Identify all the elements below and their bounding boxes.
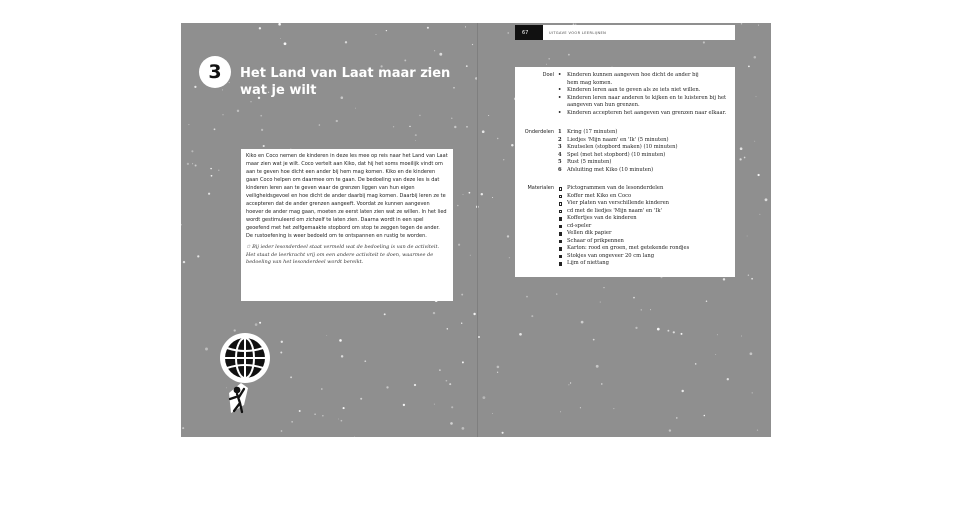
star-dot <box>570 382 571 383</box>
filled-checkbox-icon <box>559 262 563 266</box>
list-item-text: Knutselen (stopbord maken) (10 minuten) <box>567 144 678 150</box>
star-dot <box>188 124 189 125</box>
star-dot <box>681 390 683 392</box>
star-dot <box>676 417 678 419</box>
star-dot <box>704 415 706 417</box>
list-item <box>558 245 730 253</box>
star-dot <box>427 27 429 29</box>
star-dot <box>463 194 464 195</box>
chapter-title-line-1: Het Land van Laat maar zien <box>240 66 451 81</box>
star-dot <box>376 34 377 35</box>
star-dot <box>222 114 223 115</box>
filled-checkbox-icon <box>559 240 563 244</box>
star-dot <box>614 408 615 409</box>
list-item <box>558 87 730 95</box>
star-dot <box>596 365 599 368</box>
star-dot <box>433 312 435 314</box>
star-dot <box>667 330 669 332</box>
star-dot <box>593 339 595 341</box>
star-dot <box>261 129 263 131</box>
list-item <box>558 223 730 231</box>
star-dot <box>757 430 758 431</box>
list-item-text: Stokjes van ongeveer 20 cm lang <box>567 252 655 259</box>
section-label: Materialen <box>527 185 554 191</box>
empty-checkbox-icon <box>559 202 563 206</box>
bullet-marker: • <box>558 109 562 116</box>
list-item-text: Pictogrammen van de lesonderdelen <box>567 185 664 191</box>
star-dot <box>465 26 466 27</box>
star-dot <box>291 421 292 422</box>
star-dot <box>314 413 315 414</box>
star-dot <box>355 108 356 109</box>
intro-paragraph: Kiko en Coco nemen de kinderen in deze les mee op reis naar het Land van Laat maar zien wat je wilt. Coco vertelt aan Kiko, dat hij het soms moeilijk vindt om aan te geven hoe dicht een ander bij hem mag komen. Kiko en de kinderen gaan Coco helpen om daarmee om te gaan. De bedoeling van deze les is dat kinderen leren aan te geven waar de grenzen liggen van hun eigen veiligheidsgevoel en hoe dicht de ander daarbij mag komen. Daarbij leren ze te accepteren dat de ander grenzen aangeeft. Voordat ze kunnen aangeven hoever de ander mag gaan, moeten ze eerst laten zien wat ze willen. In het lied wordt gestimuleerd om zichzelf te laten zien. Daarna wordt in een spel geoefend met het zelfgemaakte stopbord om stop te zeggen tegen de ander. De rustoefening is weer bedoeld om te ontspannen en rustig te worden. <box>246 153 448 239</box>
star-dot <box>343 407 345 409</box>
star-dot <box>765 198 768 201</box>
list-item <box>558 200 730 208</box>
item-number: 4 <box>558 151 562 158</box>
item-number: 1 <box>558 129 562 135</box>
star-dot <box>497 372 498 373</box>
star-dot <box>360 398 362 400</box>
star-dot <box>461 294 463 296</box>
list-item-text: cd-speler <box>567 222 592 229</box>
list-item <box>558 129 730 137</box>
star-dot <box>222 89 223 90</box>
list-item-text: Kring (17 minuten) <box>567 129 618 135</box>
bullet-marker: • <box>558 72 562 78</box>
list-item <box>558 230 730 238</box>
star-dot <box>497 138 498 139</box>
star-dot <box>507 235 509 237</box>
star-dot <box>457 205 459 207</box>
star-dot <box>601 383 602 384</box>
list-item-text: Schaar of prikpennen <box>567 237 624 244</box>
filled-checkbox-icon <box>559 255 563 259</box>
list-item-text: Vellen dik papier <box>567 230 612 236</box>
list-item-text: Rust (5 minuten) <box>567 159 612 165</box>
star-dot <box>717 334 718 335</box>
star-dot <box>451 118 452 119</box>
star-dot <box>750 352 753 355</box>
lesson-overview-box <box>515 67 735 277</box>
star-dot <box>657 328 660 331</box>
star-dot <box>250 101 251 102</box>
star-dot <box>741 336 742 337</box>
star-dot <box>458 244 460 246</box>
list-item <box>558 185 730 193</box>
star-dot <box>503 159 504 160</box>
star-dot <box>752 392 753 393</box>
filled-checkbox-icon <box>559 232 563 236</box>
star-dot <box>492 413 493 414</box>
star-dot <box>404 59 406 61</box>
star-dot <box>748 274 749 275</box>
star-dot <box>695 363 697 365</box>
item-number: 3 <box>558 144 562 150</box>
list-item-text: Kinderen leren naar anderen te kijken en te luisteren bij het aangeven van hun grenzen. <box>567 94 727 108</box>
bullet-marker: • <box>558 87 562 93</box>
empty-checkbox-icon <box>559 187 563 191</box>
empty-checkbox-icon <box>559 195 563 199</box>
star-dot <box>284 42 287 45</box>
list-item-text: Vier platen van verschillende kinderen <box>567 200 669 206</box>
star-dot <box>473 313 475 315</box>
star-dot <box>181 224 182 226</box>
star-dot <box>255 323 258 326</box>
section-list <box>558 72 730 117</box>
empty-checkbox-icon <box>559 210 563 214</box>
section-label: Onderdelen <box>524 129 554 135</box>
list-item <box>558 110 730 118</box>
star-dot <box>192 163 193 164</box>
star-dot <box>319 124 321 126</box>
page-header-bar <box>515 25 735 40</box>
star-dot <box>182 427 184 429</box>
star-dot <box>234 329 236 331</box>
star-dot <box>466 126 468 128</box>
list-item <box>558 72 730 87</box>
star-dot <box>502 432 504 434</box>
star-dot <box>703 41 705 43</box>
star-dot <box>580 407 581 408</box>
star-dot <box>748 66 750 68</box>
list-item <box>558 238 730 246</box>
list-item-text: Liedjes 'Mijn naam' en 'Ik' (5 minuten) <box>567 136 669 143</box>
list-item <box>558 208 730 216</box>
filled-checkbox-icon <box>559 217 563 221</box>
section-label: Doel <box>542 72 554 78</box>
list-item <box>558 137 730 145</box>
star-dot <box>754 56 757 59</box>
page-number: 67 <box>515 25 543 40</box>
star-dot <box>760 214 761 215</box>
star-dot <box>454 126 456 128</box>
list-item-text: Kinderen leren aan te geven als ze iets niet willen. <box>567 87 701 93</box>
running-head: UITGAVE VOOR LEERLIJNEN <box>549 30 607 35</box>
star-dot <box>278 23 281 25</box>
star-dot <box>492 197 493 198</box>
star-dot <box>439 53 442 56</box>
star-dot <box>419 115 421 117</box>
star-dot <box>751 278 753 280</box>
chapter-title <box>240 65 470 99</box>
star-dot <box>739 158 741 160</box>
star-dot <box>229 82 230 83</box>
star-dot <box>259 27 261 29</box>
list-item-text: Spel (met het stopbord) (10 minuten) <box>567 151 666 158</box>
chapter-number-badge: 3 <box>199 56 231 88</box>
star-dot <box>669 429 671 431</box>
star-dot <box>673 331 675 333</box>
bullet-marker: • <box>558 94 562 101</box>
star-dot <box>341 355 343 357</box>
star-dot <box>259 322 261 324</box>
star-dot <box>290 376 292 378</box>
star-dot <box>299 410 301 412</box>
star-dot <box>715 354 716 355</box>
star-dot <box>415 140 416 141</box>
star-dot <box>237 110 239 112</box>
star-dot <box>434 50 435 51</box>
star-dot <box>450 422 453 425</box>
list-item-text: Kinderen kunnen aangeven hoe dicht de ander bij hem mag komen. <box>567 72 699 86</box>
star-dot <box>741 23 742 24</box>
star-dot <box>386 386 388 388</box>
star-dot <box>409 126 410 127</box>
star-dot <box>447 328 448 329</box>
star-dot <box>526 296 528 298</box>
star-dot <box>462 427 465 430</box>
list-item <box>558 152 730 160</box>
list-item-text: Lijm of niettang <box>567 260 609 266</box>
star-dot <box>581 321 584 324</box>
star-dot <box>439 369 441 371</box>
star-dot <box>205 348 208 351</box>
list-item-text: cd met de liedjes 'Mijn naam' en 'Ik' <box>567 207 662 214</box>
list-item <box>558 253 730 261</box>
star-dot <box>482 396 485 399</box>
star-dot <box>747 236 748 237</box>
star-dot <box>488 115 489 116</box>
item-number: 2 <box>558 136 562 143</box>
star-dot <box>214 128 216 130</box>
star-dot <box>345 41 347 43</box>
star-dot <box>339 339 342 342</box>
star-dot <box>218 170 219 171</box>
star-dot <box>509 257 510 258</box>
star-dot <box>197 255 199 257</box>
star-dot <box>281 430 283 432</box>
star-dot <box>641 309 642 310</box>
star-dot <box>210 168 211 169</box>
star-dot <box>191 150 193 152</box>
star-dot <box>449 383 451 385</box>
item-number: 5 <box>558 159 562 165</box>
list-item <box>558 159 730 167</box>
star-dot <box>384 313 386 315</box>
star-dot <box>482 130 485 133</box>
chapter-title-line-2: wat je wilt <box>240 83 317 98</box>
star-dot <box>507 32 508 33</box>
star-dot <box>415 134 417 136</box>
star-dot <box>195 165 197 167</box>
star-dot <box>744 157 746 159</box>
star-dot <box>403 404 405 406</box>
section-list <box>558 185 730 268</box>
filled-checkbox-icon <box>559 247 563 251</box>
star-dot <box>446 380 448 382</box>
list-item <box>558 193 730 201</box>
star-dot <box>322 415 323 416</box>
star-dot <box>556 294 557 295</box>
star-dot <box>706 300 707 301</box>
intro-text-box <box>241 149 453 301</box>
star-dot <box>208 193 210 195</box>
star-dot <box>469 192 471 194</box>
star-dot <box>341 420 343 422</box>
star-dot <box>281 341 283 343</box>
star-dot <box>635 327 637 329</box>
star-dot <box>723 278 725 280</box>
star-dot <box>568 54 570 56</box>
star-dot <box>386 30 387 31</box>
list-item <box>558 167 730 175</box>
star-dot <box>280 38 281 39</box>
star-dot <box>364 360 366 362</box>
star-dot <box>326 335 327 336</box>
star-dot <box>758 25 759 26</box>
star-dot <box>531 315 533 317</box>
star-dot <box>393 126 394 127</box>
list-item <box>558 144 730 152</box>
star-dot <box>461 323 462 324</box>
list-item-text: Koffer met Kiko en Coco <box>567 192 632 199</box>
section-list <box>558 129 730 174</box>
filled-checkbox-icon <box>559 225 563 229</box>
list-item <box>558 260 730 268</box>
star-dot <box>472 44 473 45</box>
star-dot <box>280 352 282 354</box>
list-item-text: Afsluiting met Kiko (10 minuten) <box>567 166 654 173</box>
star-dot <box>338 419 339 420</box>
star-dot <box>740 147 743 150</box>
star-dot <box>263 145 265 147</box>
star-dot <box>183 261 185 263</box>
star-dot <box>187 163 189 165</box>
star-dot <box>633 297 635 299</box>
star-dot <box>511 144 513 146</box>
list-item <box>558 215 730 223</box>
star-dot <box>194 86 196 88</box>
star-dot <box>260 115 262 117</box>
star-dot <box>560 411 561 412</box>
star-dot <box>470 255 471 256</box>
star-dot <box>354 436 355 437</box>
star-dot <box>211 175 213 177</box>
star-dot <box>434 404 435 405</box>
star-dot <box>754 141 755 142</box>
star-dot <box>756 96 757 97</box>
book-spread <box>181 23 771 437</box>
list-item-text: Karton: rood en groen, met getekende rondjes <box>567 245 690 251</box>
star-dot <box>336 120 338 122</box>
star-dot <box>548 58 550 60</box>
star-dot <box>757 174 759 176</box>
page-gutter <box>477 23 478 437</box>
star-dot <box>519 333 522 336</box>
star-dot <box>603 287 604 288</box>
star-dot <box>451 406 453 408</box>
star-dot <box>650 309 651 310</box>
list-item-text: Kinderen accepteren het aangeven van grenzen naar elkaar. <box>567 109 727 116</box>
star-dot <box>414 384 416 386</box>
star-dot <box>727 378 729 380</box>
globe-with-figure-icon <box>217 333 277 423</box>
star-dot <box>481 193 483 195</box>
star-dot <box>546 64 547 65</box>
star-dot <box>478 336 480 338</box>
star-dot <box>321 388 323 390</box>
list-item-text: Koffertjes van de kinderen <box>567 215 637 221</box>
star-dot <box>462 361 464 363</box>
star-dot <box>497 366 500 369</box>
list-item <box>558 95 730 110</box>
star-dot <box>568 384 569 385</box>
item-number: 6 <box>558 166 562 173</box>
star-dot <box>681 333 683 335</box>
intro-note: ☆ Bij ieder lesonderdeel staat vermeld wat de bedoeling is van de activiteit. Het staat de leerkracht vrij om een andere activiteit te doen, waarmee de bedoeling van het lesonderdeel wordt bereikt. <box>246 244 440 266</box>
star-dot <box>600 302 601 303</box>
